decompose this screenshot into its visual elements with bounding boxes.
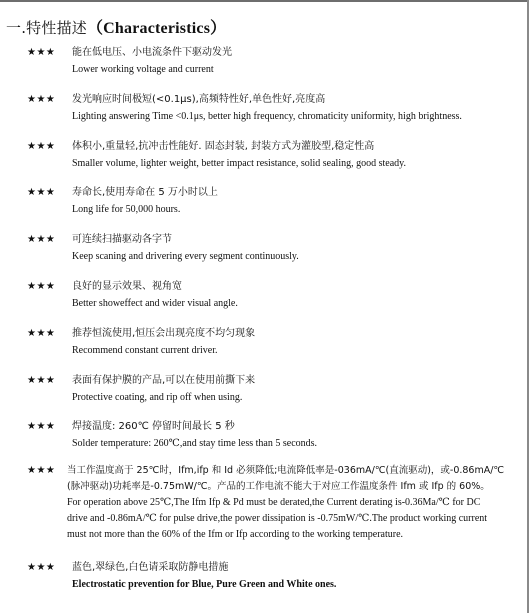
section-title-en: （Characteristics） [86,20,227,37]
star-rating: ★★★ [27,328,56,339]
derating-item [27,463,522,545]
characteristic-zh: 寿命长,使用寿命在 5 万小时以上 [72,187,218,198]
characteristic-item [27,93,522,125]
characteristic-zh: 焊接温度: 260℃ 停留时间最长 5 秒 [72,421,235,432]
characteristic-en: Protective coating, and rip off when using. [72,392,243,403]
star-rating: ★★★ [27,94,56,105]
star-rating: ★★★ [27,234,56,245]
characteristic-item [27,233,522,265]
characteristic-en: Keep scaning and drivering every segment continuously. [72,251,299,262]
characteristic-item [27,140,522,172]
star-rating: ★★★ [27,47,56,58]
esd-en: Electrostatic prevention for Blue, Pure Green and White ones. [72,579,337,590]
characteristic-item [27,186,522,218]
section-title [6,15,226,38]
characteristic-zh: 可连续扫描驱动各字节 [72,234,172,245]
esd-item [27,561,522,593]
characteristic-zh: 推荐恒流使用,恒压会出现亮度不均匀现象 [72,328,256,339]
characteristic-en: Lower working voltage and current [72,64,214,75]
characteristic-item [27,327,522,359]
derating-zh-line: 当工作温度高于 25℃时，Ifm,ifp 和 Id 必须降低;电流降低率是-036mA/℃(直流驱动)，或-0.86mA/℃ [67,465,505,476]
derating-text [67,463,522,543]
characteristic-zh: 能在低电压、小电流条件下驱动发光 [72,47,232,58]
star-rating: ★★★ [27,187,56,198]
characteristic-zh: 发光响应时间极短(<0.1μs),高频特性好,单色性好,亮度高 [72,94,326,105]
characteristic-en: Smaller volume, lighter weight, better impact resistance, solid sealing, good steady. [72,158,406,169]
characteristic-item [27,46,522,78]
characteristic-zh: 表面有保护膜的产品,可以在使用前撕下来 [72,375,256,386]
characteristic-en: Recommend constant current driver. [72,345,218,356]
characteristic-en: Long life for 50,000 hours. [72,204,181,215]
frame-top-border [0,0,529,2]
esd-zh: 蓝色,翠绿色,白色请采取防静电措施 [72,562,229,573]
characteristic-item [27,374,522,406]
characteristic-item [27,280,522,312]
star-rating: ★★★ [27,465,56,476]
derating-en-line: must not more than the 60% of the Ifm or Ifp according to the working temperature. [67,529,404,540]
star-rating: ★★★ [27,281,56,292]
star-rating: ★★★ [27,375,56,386]
star-rating: ★★★ [27,421,56,432]
characteristic-en: Lighting answering Time <0.1μs, better high frequency, chromaticity uniformity, high brightness. [72,111,462,122]
characteristic-en: Solder temperature: 260℃,and stay time less than 5 seconds. [72,438,318,449]
derating-en-line: drive and -0.86mA/℃ for pulse drive,the power dissipation is -0.75mW/℃.The product working current [67,513,488,524]
characteristic-en: Better showeffect and wider visual angle. [72,298,238,309]
section-title-zh: 一.特性描述 [6,19,87,37]
characteristic-item [27,420,522,452]
star-rating: ★★★ [27,141,56,152]
characteristic-zh: 体积小,重量轻,抗冲击性能好. 固态封装, 封装方式为灌胶型,稳定性高 [72,141,375,152]
star-rating: ★★★ [27,562,56,573]
characteristic-zh: 良好的显示效果、视角宽 [72,281,182,292]
derating-zh-line: (脉冲驱动)功耗率是-0.75mW/℃。产品的工作电流不能大于对应工作温度条件 Ifm 或 Ifp 的 60%。 [67,481,490,492]
derating-en-line: For operation above 25℃,The Ifm Ifp & Pd must be derated,the Current derating is-0.36Ma/℃ for DC [67,497,481,508]
